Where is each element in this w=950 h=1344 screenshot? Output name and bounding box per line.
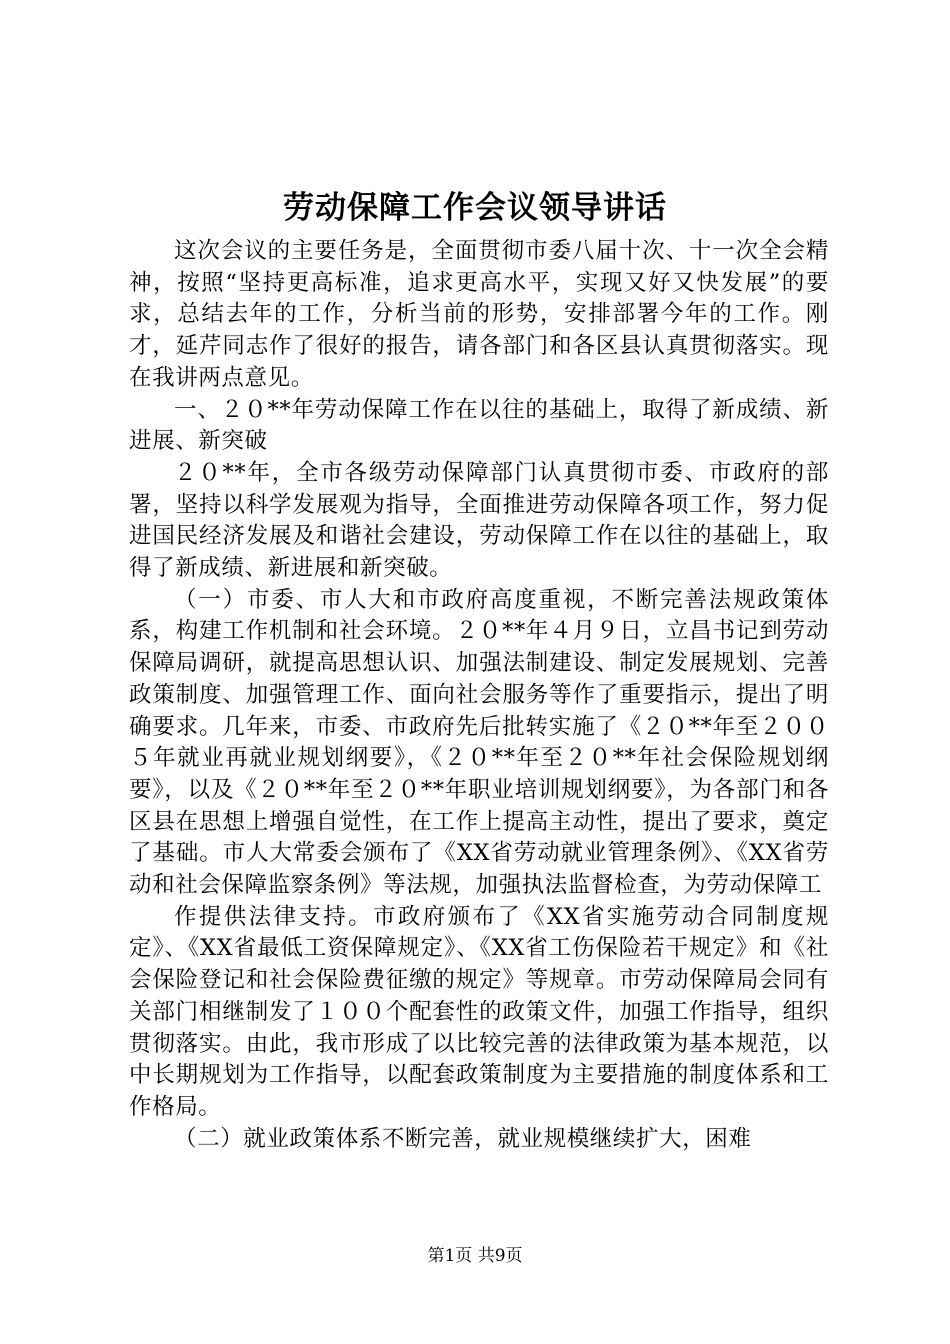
section-heading-1: 一、２０**年劳动保障工作在以往的基础上，取得了新成绩、新进展、新突破 bbox=[129, 396, 829, 455]
document-title: 劳动保障工作会议领导讲话 bbox=[283, 190, 667, 226]
paragraph-intro: 这次会议的主要任务是，全面贯彻市委八届十次、十一次全会精神，按照“坚持更高标准，追求更高水平，实现又好又快发展”的要求，总结去年的工作，分析当前的形势，安排部署今年的工作。刚才，延芹同志作了很好的报告，请各部门和各区县认真贯彻落实。现在我讲两点意见。 bbox=[129, 238, 829, 391]
paragraph-overview: ２０**年，全市各级劳动保障部门认真贯彻市委、市政府的部署，坚持以科学发展观为指导，全面推进劳动保障各项工作，努力促进国民经济发展及和谐社会建设，劳动保障工作在以往的基础上，取得了新成绩、新进展和新突破。 bbox=[129, 459, 829, 582]
paragraph-item-1: （一）市委、市人大和市政府高度重视，不断完善法规政策体系，构建工作机制和社会环境。２０**年４月９日，立昌书记到劳动保障局调研，就提高思想认识、加强法制建设、制定发展规划、完善政策制度、加强管理工作、面向社会服务等作了重要指示，提出了明确要求。几年来，市委、市政府先后批转实施了《２０**年至２００５年就业再就业规划纲要》，《２０**年至２０**年社会保险规划纲要》，以及《２０**年至２０**年职业培训规划纲要》，为各部门和各区县在思想上增强自觉性，在工作上提高主动性，提出了要求，奠定了基础。市人大常委会颁布了《XX省劳动就业管理条例》、《XX省劳动和社会保障监察条例》等法规，加强执法监督检查，为劳动保障工 bbox=[129, 586, 829, 899]
page-footer: 第1页 共9页 bbox=[427, 1246, 523, 1266]
paragraph-item-1-continued: 作提供法律支持。市政府颁布了《XX省实施劳动合同制度规定》、《XX省最低工资保障规定》、《XX省工伤保险若干规定》和《社会保险登记和社会保险费征缴的规定》等规章。市劳动保障局会同有关部门相继制发了１００个配套性的政策文件，加强工作指导，组织贯彻落实。由此，我市形成了以比较完善的法律政策为基本规范，以中长期规划为工作指导，以配套政策制度为主要措施的制度体系和工作格局。 bbox=[129, 903, 829, 1120]
paragraph-item-2: （二）就业政策体系不断完善，就业规模继续扩大，困难 bbox=[174, 1125, 752, 1152]
document-body bbox=[129, 236, 829, 1155]
